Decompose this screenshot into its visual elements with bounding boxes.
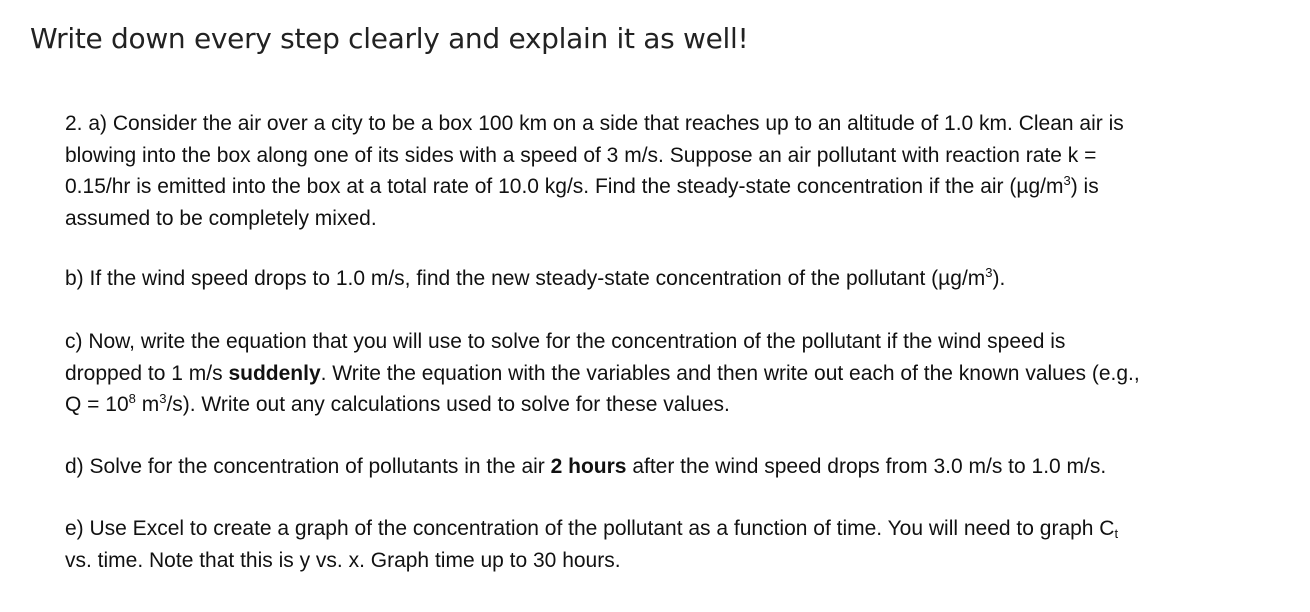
- superscript: 3: [985, 265, 993, 280]
- question-2b-line-1: [65, 263, 1285, 295]
- question-2a: [65, 108, 1285, 234]
- text-segment: e) Use Excel to create a graph of the concentration of the pollutant as a function of time. You will need to graph C: [65, 517, 1115, 540]
- question-2e-line-1: [65, 513, 1285, 545]
- superscript: 8: [128, 391, 136, 406]
- question-2d-line-1: [65, 451, 1285, 483]
- question-2e-line-2: vs. time. Note that this is y vs. x. Graph time up to 30 hours.: [65, 548, 621, 572]
- question-2a-line-2: blowing into the box along one of its sides with a speed of 3 m/s. Suppose an air pollutant with reaction rate k =: [65, 143, 1097, 167]
- text-segment: d) Solve for the concentration of pollutants in the air: [65, 455, 551, 478]
- question-2c-line-3: [65, 389, 1285, 421]
- page-title: Write down every step clearly and explain it as well!: [30, 22, 749, 55]
- question-2a-line-4: assumed to be completely mixed.: [65, 206, 377, 230]
- text-segment: 0.15/hr is emitted into the box at a total rate of 10.0 kg/s. Find the steady-state concentration if the air (µg/m: [65, 175, 1064, 198]
- superscript: 3: [159, 391, 167, 406]
- question-2b: [65, 263, 1285, 295]
- emphasis-bold: 2 hours: [550, 455, 627, 478]
- text-segment: after the wind speed drops from 3.0 m/s to 1.0 m/s.: [626, 455, 1107, 478]
- question-2d: [65, 451, 1285, 483]
- text-segment: dropped to 1 m/s: [65, 361, 229, 385]
- text-segment: /s). Write out any calculations used to solve for these values.: [166, 393, 730, 416]
- question-2a-line-3: [65, 171, 1285, 203]
- text-segment: Q = 10: [65, 393, 129, 416]
- subscript: t: [1114, 526, 1119, 541]
- text-segment: b) If the wind speed drops to 1.0 m/s, find the new steady-state concentration of the pollutant (µg/m: [65, 267, 986, 290]
- question-2c: [65, 326, 1285, 421]
- question-2c-line-1: c) Now, write the equation that you will use to solve for the concentration of the pollutant if the wind speed is: [65, 330, 1066, 353]
- superscript: 3: [1063, 173, 1071, 188]
- question-2a-line-1: 2. a) Consider the air over a city to be a box 100 km on a side that reaches up to an altitude of 1.0 km. Clean air is: [65, 112, 1124, 135]
- text-segment: ).: [992, 267, 1006, 290]
- text-segment: . Write the equation with the variables and then write out each of the known values (e.g.,: [320, 361, 1140, 385]
- text-segment: m: [135, 393, 160, 416]
- emphasis-bold: suddenly: [228, 361, 321, 385]
- text-segment: ) is: [1070, 175, 1099, 198]
- question-2c-line-2: [65, 358, 1285, 390]
- question-2e: [65, 513, 1285, 576]
